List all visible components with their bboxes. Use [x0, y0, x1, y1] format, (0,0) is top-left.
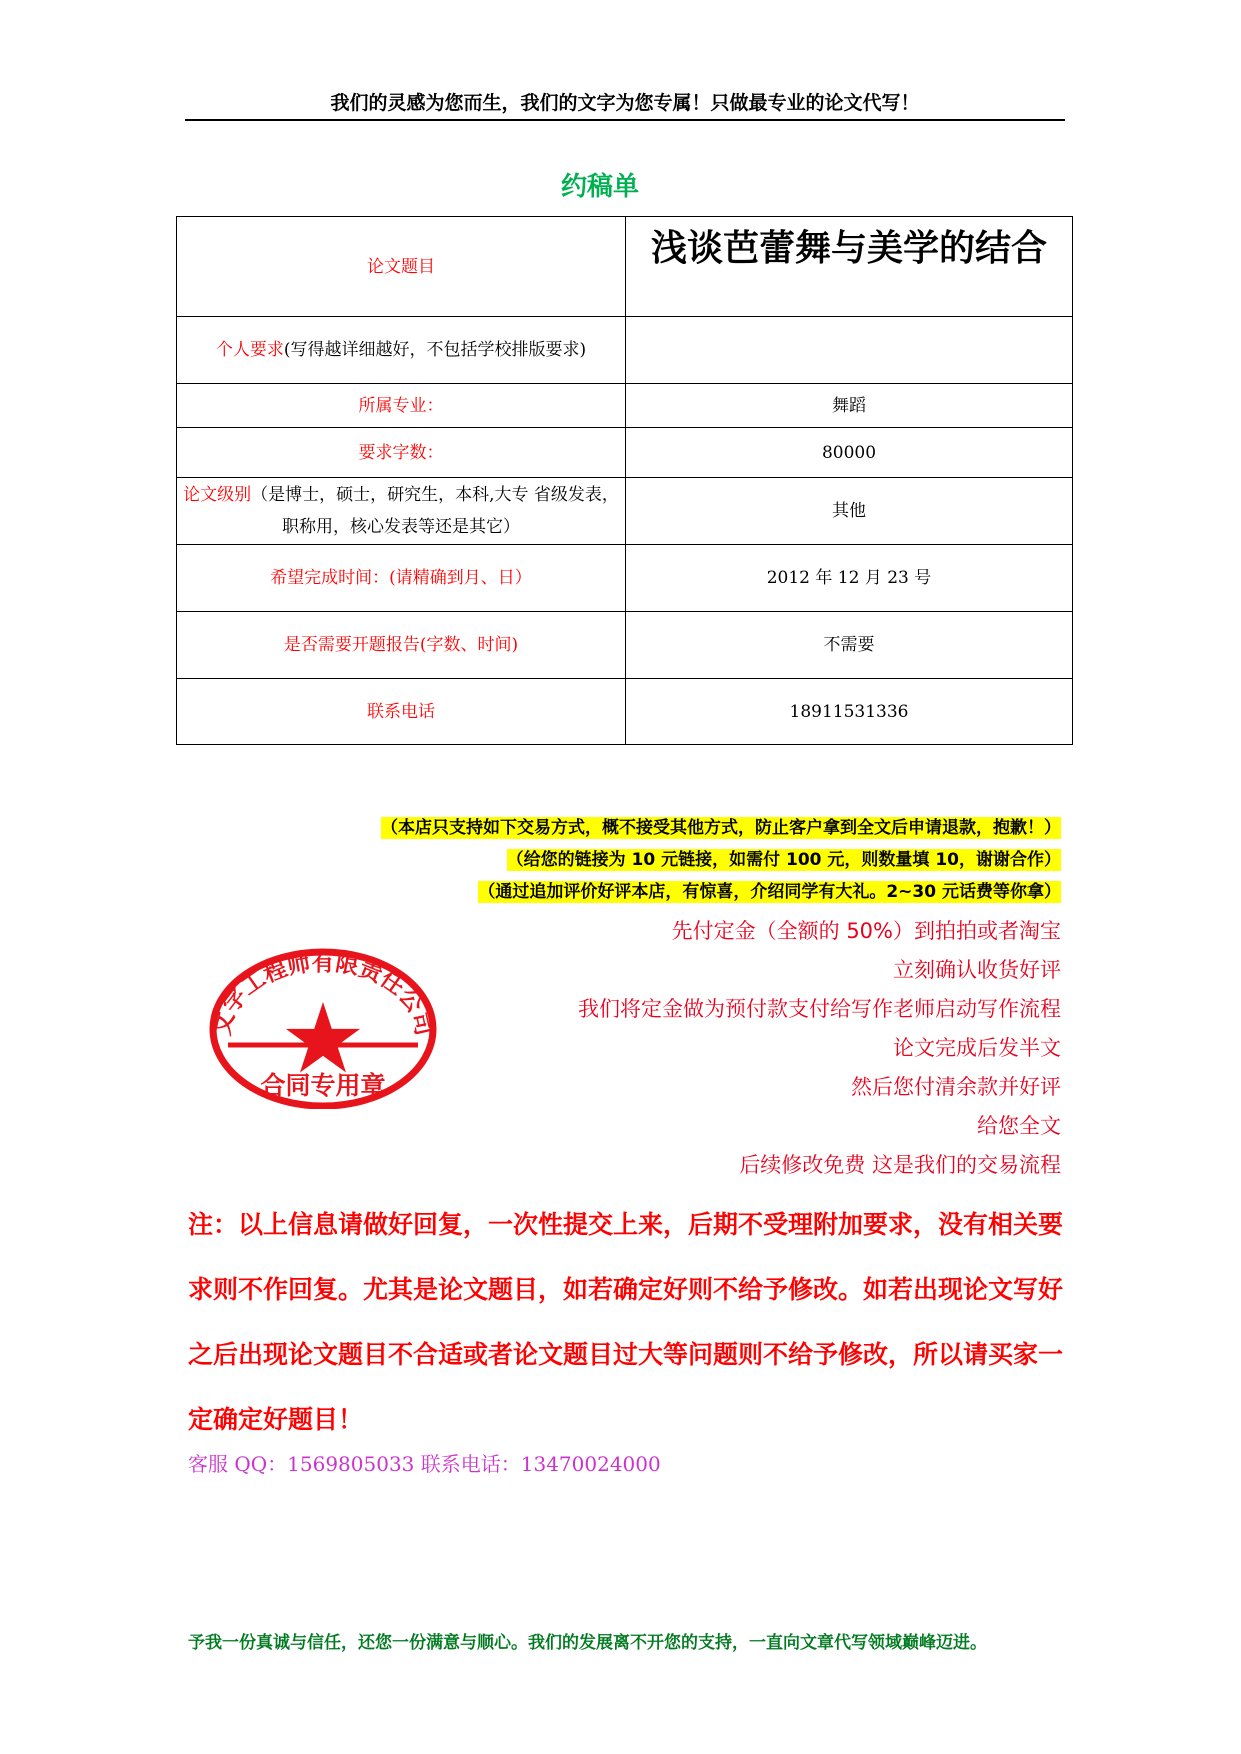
- proposal-label: 是否需要开题报告(字数、时间): [177, 612, 626, 679]
- seal-company-text: 文字工程师有限责任公司: [209, 950, 437, 1039]
- seal-label-text: 合同专用章: [260, 1071, 386, 1100]
- highlight-line: （通过追加评价好评本店，有惊喜，介绍同学有大礼。2~30 元话费等你拿）: [478, 882, 1061, 902]
- personal-value: [626, 317, 1073, 384]
- flow-step: 先付定金（全额的 50%）到拍拍或者淘宝: [671, 919, 1061, 943]
- flow-step: 我们将定金做为预付款支付给写作老师启动写作流程: [578, 997, 1061, 1021]
- deadline-value: 2012 年 12 月 23 号: [626, 545, 1073, 612]
- highlight-line: （本店只支持如下交易方式，概不接受其他方式，防止客户拿到全文后申请退款，抱歉！）: [381, 818, 1061, 838]
- footer-slogan: 予我一份真诚与信任，还您一份满意与顺心。我们的发展离不开您的支持，一直向文章代写领域巅峰迈进。: [188, 1633, 987, 1653]
- major-value: 舞蹈: [626, 384, 1073, 428]
- phone-value: 18911531336: [626, 679, 1073, 745]
- flow-step: 论文完成后发半文: [893, 1036, 1061, 1060]
- flow-step: 然后您付清余款并好评: [851, 1075, 1061, 1099]
- flow-step: 给您全文: [977, 1114, 1061, 1138]
- header-divider: [185, 119, 1065, 121]
- words-value: 80000: [626, 428, 1073, 478]
- level-label-black: （是博士，硕士，研究生，本科,大专 省级发表，职称用，核心发表等还是其它）: [251, 485, 619, 537]
- highlight-line: （给您的链接为 10 元链接，如需付 100 元，则数量填 10，谢谢合作）: [506, 850, 1061, 870]
- contact-info: 客服 QQ：1569805033 联系电话：13470024000: [188, 1452, 661, 1476]
- form-row-major: [177, 384, 1073, 428]
- form-row-words: [177, 428, 1073, 478]
- major-label: 所属专业：: [177, 384, 626, 428]
- phone-label: 联系电话: [177, 679, 626, 745]
- flow-step: 后续修改免费 这是我们的交易流程: [739, 1153, 1061, 1177]
- topic-value: 浅谈芭蕾舞与美学的结合: [626, 217, 1073, 317]
- personal-label-red: 个人要求: [215, 340, 284, 360]
- words-label: 要求字数：: [177, 428, 626, 478]
- page-title: 约稿单: [560, 172, 639, 202]
- form-row-proposal: [177, 612, 1073, 679]
- proposal-value: 不需要: [626, 612, 1073, 679]
- star-icon: [286, 1002, 360, 1073]
- level-label: [177, 478, 626, 545]
- form-row-level: [177, 478, 1073, 545]
- personal-label: [177, 317, 626, 384]
- level-value: 其他: [626, 478, 1073, 545]
- order-form-table: [176, 216, 1073, 745]
- level-label-red: 论文级别: [183, 485, 252, 505]
- topic-label: 论文题目: [177, 217, 626, 317]
- header-slogan: 我们的灵感为您而生，我们的文字为您专属！只做最专业的论文代写！: [330, 92, 920, 114]
- flow-step: 立刻确认收货好评: [893, 958, 1061, 982]
- form-row-personal: [177, 317, 1073, 384]
- notice-paragraph: 注：以上信息请做好回复，一次性提交上来，后期不受理附加要求，没有相关要求则不作回复。尤其是论文题目，如若确定好则不给予修改。如若出现论文写好之后出现论文题目不合适或者论文题目过大等问题则不给予修改，所以请买家一定确定好题目！: [188, 1210, 1064, 1434]
- highlight-notices: [381, 812, 1061, 908]
- transaction-flow: [578, 912, 1061, 1185]
- company-seal-stamp: [208, 944, 438, 1109]
- form-row-phone: [177, 679, 1073, 745]
- deadline-label: 希望完成时间：(请精确到月、日）: [177, 545, 626, 612]
- form-row-topic: [177, 217, 1073, 317]
- personal-label-black: (写得越详细越好，不包括学校排版要求): [283, 340, 587, 360]
- form-row-deadline: [177, 545, 1073, 612]
